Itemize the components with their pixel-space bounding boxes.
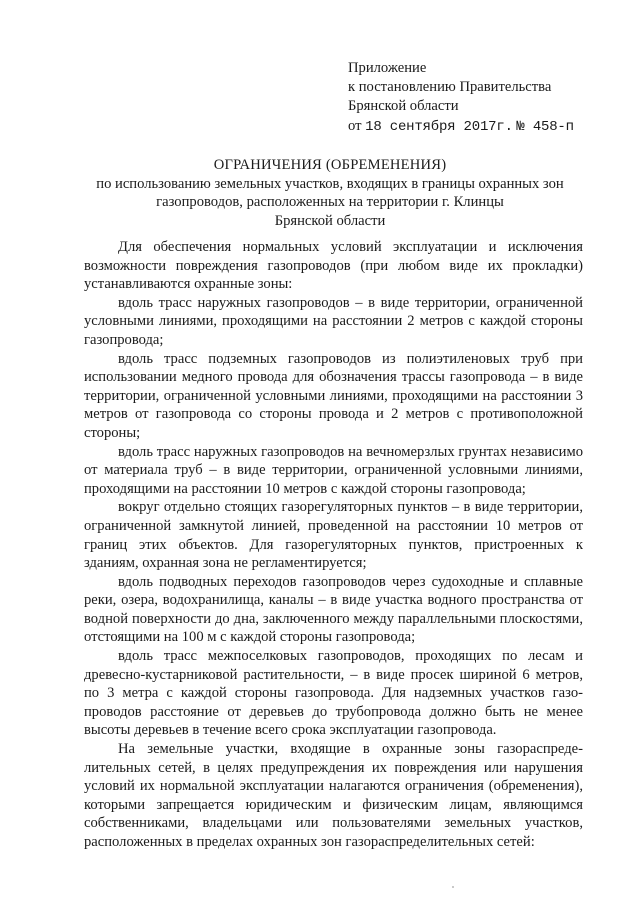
appendix-approval-block	[348, 59, 618, 137]
appendix-date-line	[348, 117, 618, 137]
document-subtitle-line-1: по использованию земельных участков, входящих в границы охранных зон	[96, 175, 564, 192]
paragraph-intro: Для обеспечения нормальных условий эксплуатации и исключения возможности повреждения газопроводов (при любом виде их прокладки) устанавливаются охранные зоны:	[84, 239, 583, 293]
date-prefix: от	[348, 117, 362, 134]
document-heading: ОГРАНИЧЕНИЯ (ОБРЕМЕНЕНИЯ)	[213, 157, 447, 173]
document-subtitle-line-2: газопроводов, расположенных на территории г. Клинцы	[156, 194, 504, 210]
paragraph-inter-settlement-pipelines: вдоль трасс межпоселковых газопроводов, проходящих по лесам и древесно-кустарниковой растительности, – в виде просек шириной 6 метров, по 3 метра с каждой стороны газопровода. Для надземных участков газопроводов расстояние от деревьев до трубопровода должно быть не менее высоты деревьев в течение всего срока эксплуатации газопровода.	[84, 648, 583, 739]
appendix-region: Брянской области	[348, 98, 459, 115]
paragraph-underwater-crossings: вдоль подводных переходов газопроводов через судоходные и сплавные реки, озера, водохранилища, каналы – в виде участка водного пространства от водной поверхности до дна, заключенного между параллельными плоскостями, отстоящими на 100 м с каждой стороны газопровода;	[84, 573, 583, 646]
paragraph-outdoor-pipelines: вдоль трасс наружных газопроводов – в виде территории, ограниченной условными линиями, проходящими на расстоянии 2 метров с каждой стороны газопровода;	[84, 294, 583, 348]
decree-number: № 458-п	[516, 118, 574, 135]
paragraph-underground-polyethylene: вдоль трасс подземных газопроводов из полиэтиленовых труб при использовании медного провода для обозначения трассы газопровода – в виде территории, ограниченной условными линиями, проходящими на расстоянии 3 метров от газопровода со стороны провода и 2 метров с противоположной стороны;	[84, 350, 583, 441]
document-title-block	[60, 156, 600, 230]
appendix-label: Приложение	[348, 60, 427, 76]
paragraph-permafrost: вдоль трасс наружных газопроводов на вечномерзлых грунтах независимо от материала труб – в виде территории, ограниченной условными линиями, проходящими на расстоянии 10 метров с каждой стороны газопровода;	[84, 443, 583, 497]
document-body	[84, 238, 583, 852]
paragraph-regulator-stations: вокруг отдельно стоящих газорегуляторных пунктов – в виде территории, ограниченной замкнутой линией, проведенной на расстоянии 10 метров от границ этих объектов. Для газорегуляторных пунктов, пристроенных к зданиям, охранная зона не регламентируется;	[84, 499, 583, 572]
scan-artifact-dot	[452, 886, 454, 888]
paragraph-restrictions: На земельные участки, входящие в охранные зоны газораспределительных сетей, в целях предупреждения их повреждения или нарушения условий их нормальной эксплуатации налагаются ограничения (обременения), которыми запрещается юридическим и физическим лицам, являющимся собственниками, владельцами или пользователями земельных участков, расположенных в пределах охранных зон газораспределительных сетей:	[84, 741, 583, 850]
decree-date: 18 сентября 2017г.	[365, 118, 513, 135]
appendix-decree-reference: к постановлению Правительства	[348, 79, 552, 96]
document-subtitle-line-3: Брянской области	[274, 212, 386, 229]
